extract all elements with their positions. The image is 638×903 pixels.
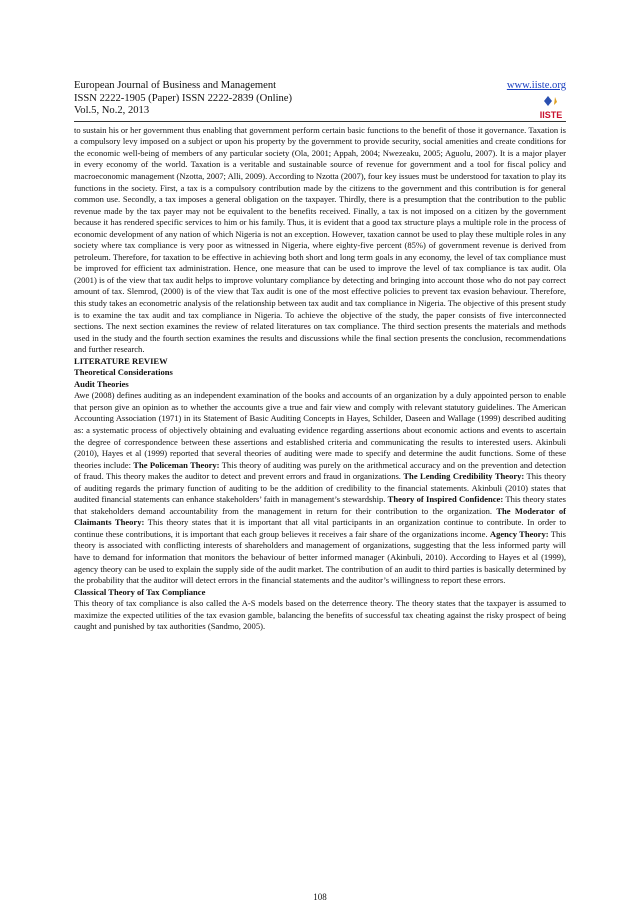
- agency-theory-term: Agency Theory:: [489, 528, 549, 539]
- audit-text-5: This theory states that it is important that all vital participants in an organization continue to contribute. In order to continue these contributions, it is important that each group believes it receives a fair share of the organizations income.: [74, 517, 566, 539]
- header-rule: [74, 121, 566, 122]
- heading-classical-theory: Classical Theory of Tax Compliance: [74, 586, 206, 597]
- classical-theory-paragraph: This theory of tax compliance is also called the A-S models based on the deterrence theory. The theory states that the taxpayer is assumed to maximize the expected utilities of the tax evasion gamble, balancing the benefits of successful tax cheating against the risky prospect of being caught and punished by tax authorities (Sandmo, 2005).: [74, 598, 566, 632]
- running-header: [74, 80, 566, 118]
- lending-credibility-term: The Lending Credibility Theory:: [403, 471, 525, 482]
- audit-theories-paragraph: [74, 390, 566, 586]
- audit-text-3: This theory of auditing regards the primary function of auditing to be the addition of credibility to the financial statements. Akinbuli (2010) states that audited financial statements can enhance stakeholders’ faith in management’s stewardship.: [74, 471, 566, 505]
- logo-text: IISTE: [539, 110, 563, 120]
- policeman-theory-term: The Policeman Theory:: [133, 459, 220, 470]
- iiste-logo-icon: [536, 96, 566, 120]
- audit-text-1: Awe (2008) defines auditing as an independent examination of the books and accounts of an organization by a duly appointed person to enable that person give an opinion as to whether the accounts give a true and fair view and comply with relevant statutory guidelines. The American Accounting Association (1971) in its Statement of Basic Auditing Concepts in Hayes, Schilder, Daseen and Wallage (1999) described auditing as: a systematic process of objectively obtaining and evaluating evidence regarding assertions about economic actions and events to ascertain the degree of correspondence between these assertions and established criteria and communicating the results to interested users. Akinbuli (2010), Hayes et al (1999) reported that several theories of auditing were made to specify and determine the audit functions. Some of these theories include:: [74, 390, 566, 470]
- issn-line: ISSN 2222-1905 (Paper) ISSN 2222-2839 (Online): [74, 92, 293, 104]
- journal-url-link[interactable]: www.iiste.org: [506, 80, 566, 91]
- journal-title: European Journal of Business and Management: [74, 80, 277, 91]
- page: [74, 80, 567, 902]
- page-number: 108: [313, 892, 327, 902]
- heading-audit-theories: Audit Theories: [74, 378, 129, 389]
- heading-literature-review: LITERATURE REVIEW: [74, 355, 168, 366]
- moderator-claimants-term: The Moderator of Claimants Theory:: [74, 505, 567, 528]
- inspired-confidence-term: Theory of Inspired Confidence:: [387, 494, 504, 505]
- audit-text-6: This theory is associated with conflicting interests of shareholders and management of organizations, suggesting that the less informed party will have to demand for information that monitors the behaviour of better informed manager (Akinbuli, 2010). According to Hayes et al (1999), agency theory can be used to explain the supply side of the audit market. The contribution of an audit to third parties is basically determined by the probability that the auditor will detect errors in the financial statements and the auditor’s willingness to report these errors.: [74, 528, 566, 586]
- audit-text-2: This theory of auditing was purely on the arithmetical accuracy and on the prevention and detection of fraud. This theory makes the auditor to detect and prevent errors and fraud in organizations.: [74, 459, 566, 482]
- audit-text-4: This theory states that stakeholders demand accountability from the management in return for their contribution to the organization.: [74, 494, 566, 516]
- intro-paragraph: to sustain his or her government thus enabling that government perform certain basic functions to the benefit of those it governance. Taxation is a compulsory levy imposed on a subject or upon his property by the government to provide security, social amenities and create conditions for the economic well-being of members of any particular society (Ola, 2001; Appah, 2004; Nwezeaku, 2005; Aguolu, 2007). It is a major player in every economy of the world. Taxation is a veritable and sustainable source of revenue for government and a tool for fiscal policy and macroeconomic management (Nzotta, 2007; Alli, 2009). According to Nzotta (2007), four key issues must be understood for taxation to play its functions in the society. First, a tax is a compulsory contribution made by the citizens to the government and this contribution is for general common use. Secondly, a tax imposes a general obligation on the taxpayer. Thirdly, there is a presumption that the contribution to the public revenue made by the tax payer may not be equivalent to the benefits received. Finally, a tax is not imposed on a citizen by the government because it has rendered specific services to him or his family. Thus, it is evident that a good tax structure plays a multiple role in the process of economic development of any nation of which Nigeria is not an exception. However, taxation cannot be used to play these multiple roles in any society where tax compliance is very poor as witnessed in Nigeria, where eighty-five percent (85%) of government revenue is derived from petroleum. Therefore, for taxation to be effective in achieving both short and long term goals in any economy, the level of tax compliance must be improved for efficient tax administration. Hence, one measure that can be used to improve the level of tax compliance is tax audit. Ola (2001) is of the view that tax audit helps to improve voluntary compliance by detecting and bringing into account those who do not pay correct amount of tax. Slemrod, (2000) is of the view that Tax audit is one of the most effective policies to prevent tax evasion behaviour. Therefore, this study takes an econometric analysis of the relationship between tax audit and tax compliance in Nigeria. The objective of this present study is to examine the tax audit and tax compliance in Nigeria. To achieve the objective of the study, the paper consists of five interconnected sections. The next section examines the review of related literatures on tax compliance. The third section presents the materials and methods used in the study and the fourth section examines the results and discussions while the final section presents the conclusion, recommendations and further research.: [74, 124, 566, 355]
- heading-theoretical-considerations: Theoretical Considerations: [74, 367, 173, 378]
- article-body: [74, 125, 566, 633]
- volume-line: Vol.5, No.2, 2013: [74, 105, 150, 117]
